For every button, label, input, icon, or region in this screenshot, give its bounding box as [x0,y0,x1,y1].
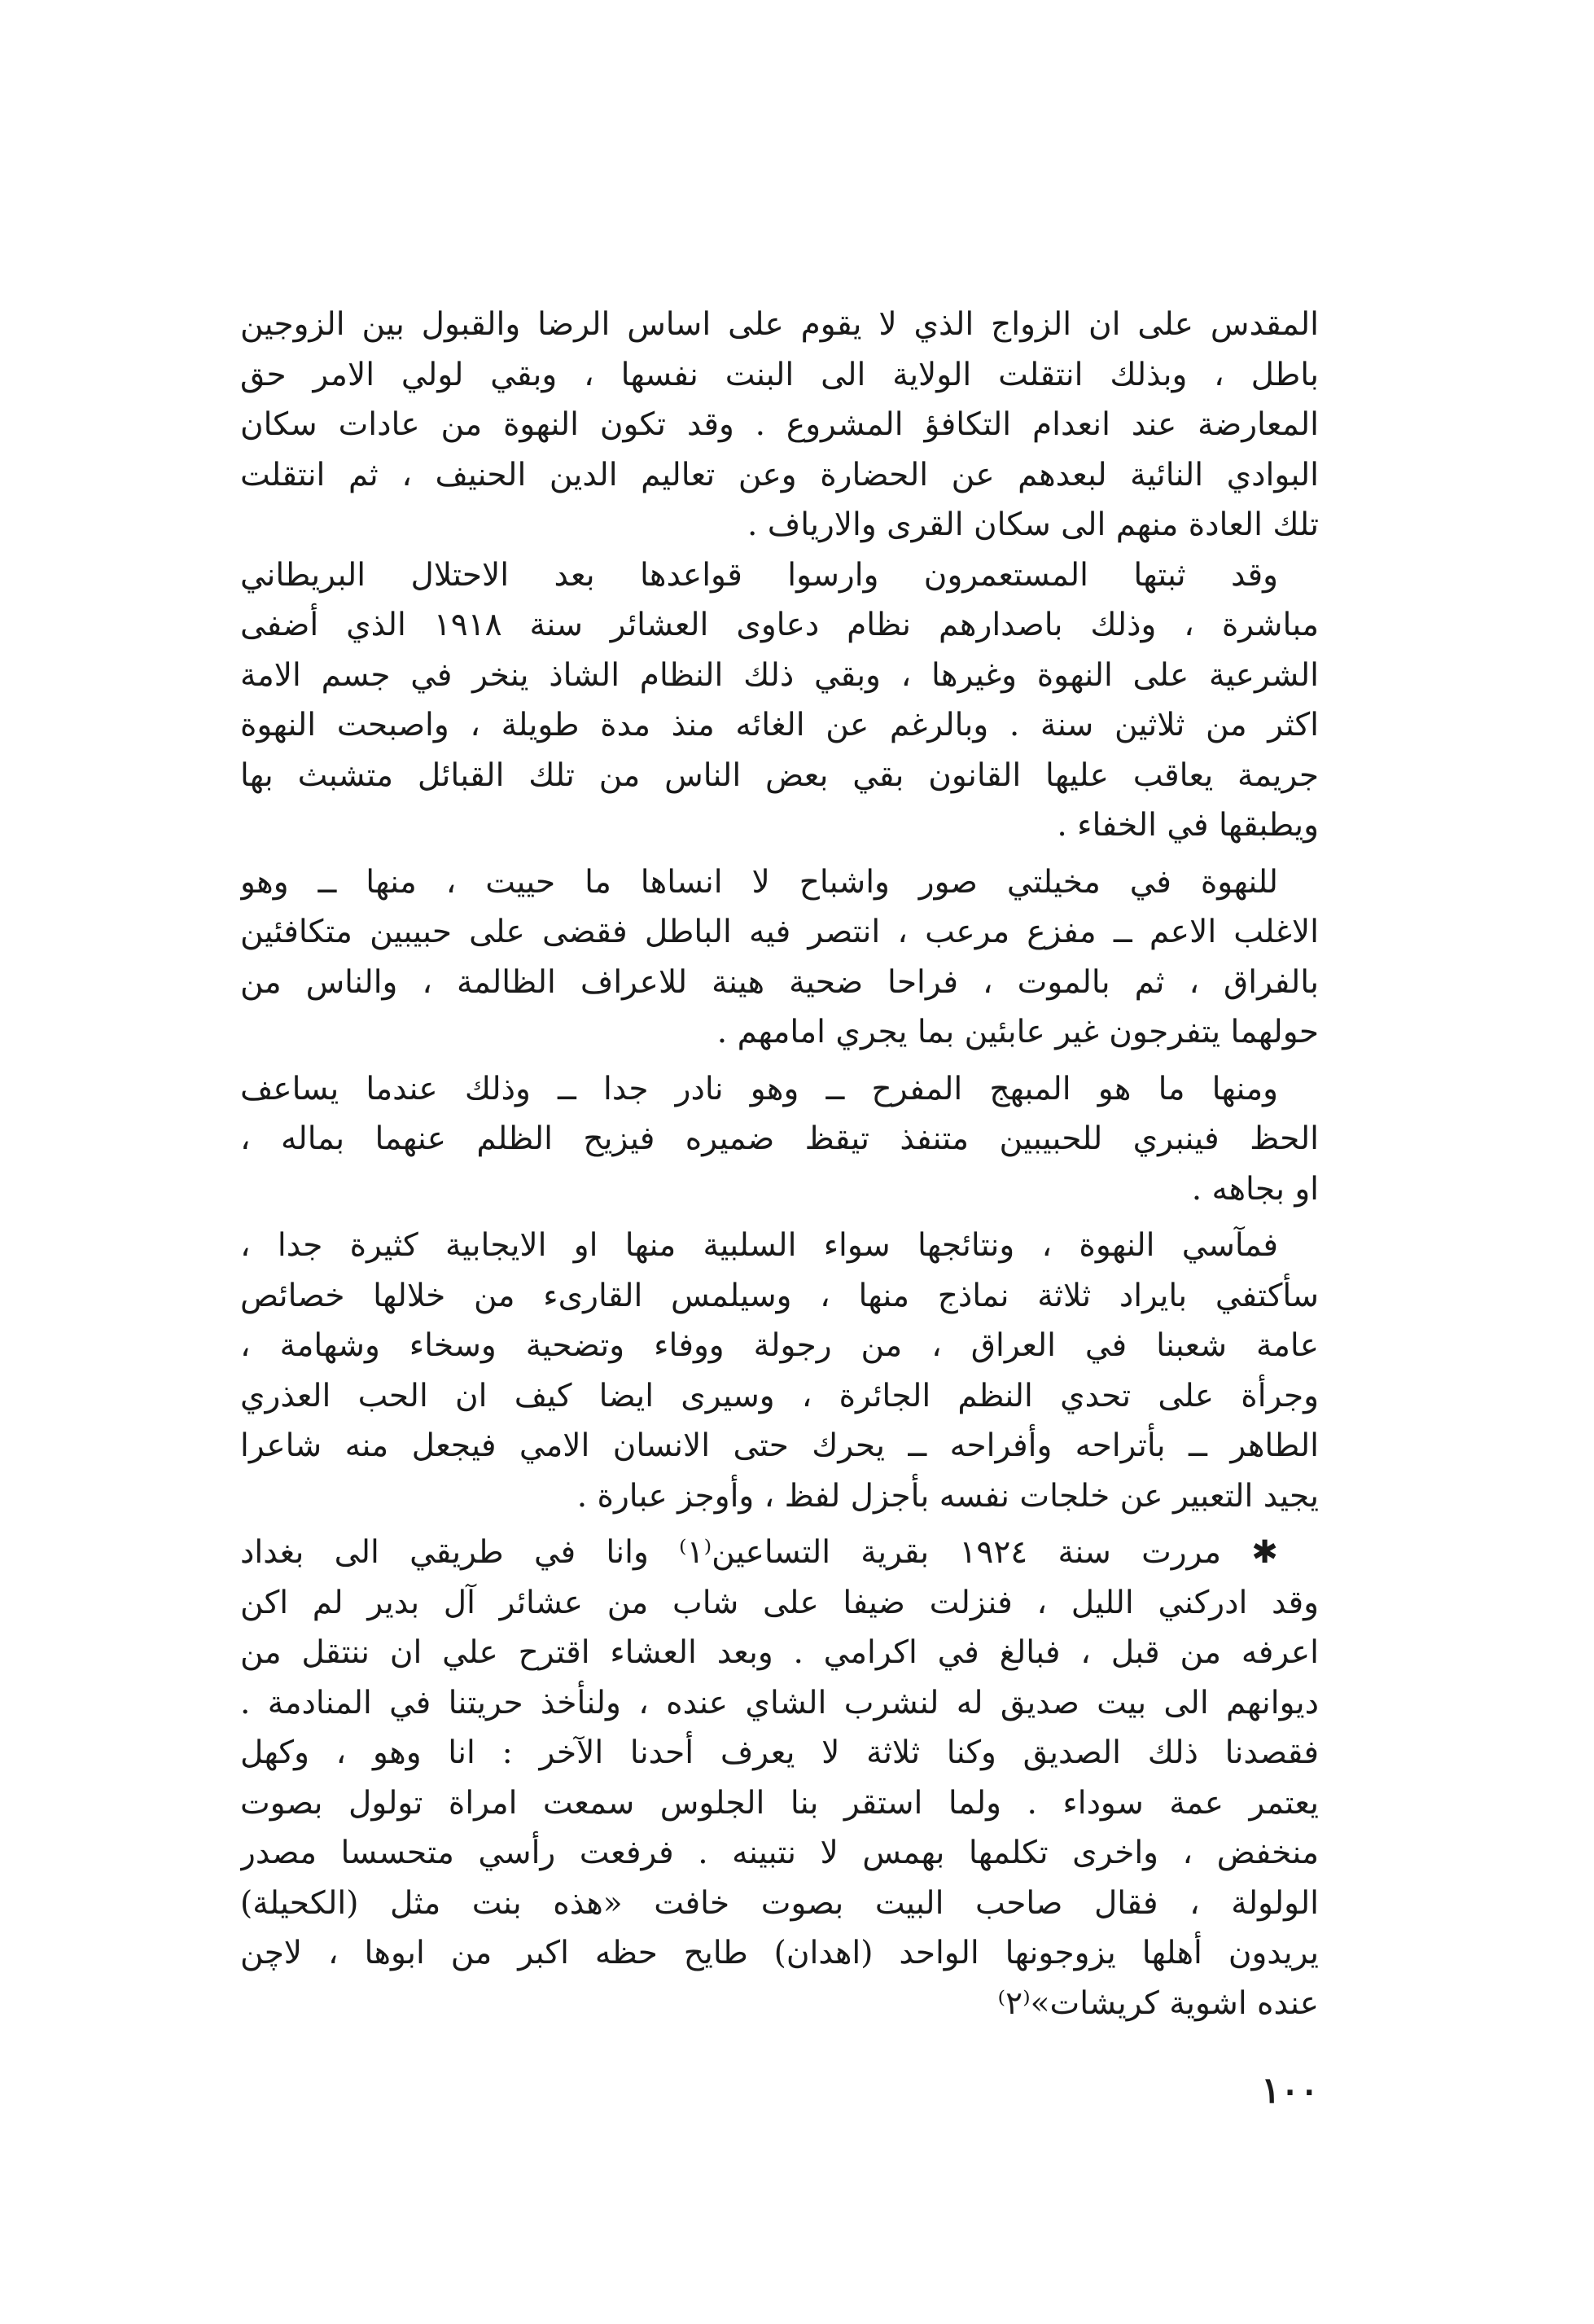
text-line: للنهوة في مخيلتي صور واشباح لا انساها ما حييت ، منها ــ وهو [240,863,1278,901]
text-line: وجرأة على تحدي النظم الجائرة ، وسيرى ايضا كيف ان الحب العذري [240,1377,1319,1414]
text-line: البوادي النائية لبعدهم عن الحضارة وعن تعاليم الدين الحنيف ، ثم انتقلت [240,456,1319,493]
text-line: الحظ فينبري للحبيبين متنفذ تيقظ ضميره فيزيح الظلم عنهما بماله ، [240,1120,1319,1157]
text-line: منخفض ، واخرى تكلمها بهمس لا نتبينه . فرفعت رأسي متحسسا مصدر [240,1835,1319,1871]
text-line: فمآسي النهوة ، ونتائجها سواء السلبية منها او الايجابية كثيرة جدا ، [240,1227,1278,1264]
text-line: او بجاهه . [1191,1170,1319,1208]
body-text [240,300,1319,2028]
text-line: وقد ثبتها المستعمرون وارسوا قواعدها بعد الاحتلال البريطاني [240,556,1278,594]
text-line: الطاهر ــ بأتراحه وأفراحه ــ يحرك حتى الانسان الامي فيجعل منه شاعرا [240,1427,1319,1464]
text-line: باطل ، وبذلك انتقلت الولاية الى البنت نفسها ، وبقي لولي الامر حق [240,356,1319,393]
text-line: المعارضة عند انعدام التكافؤ المشروع . وقد تكون النهوة من عادات سكان [240,406,1319,443]
text-line: مباشرة ، وذلك باصدارهم نظام دعاوى العشائر سنة ١٩١٨ الذي أضفى [240,607,1319,643]
text-line: الولولة ، فقال صاحب البيت بصوت خافت «هذه بنت مثل (الكحيلة) [240,1884,1319,1922]
text-line: اعرفه من قبل ، فبالغ في اكرامي . وبعد العشاء اقترح علي ان ننتقل من [240,1634,1319,1671]
text-line: يريدون أهلها يزوجونها الواحد (اهدان) طايح حظه اكبر من ابوها ، لاچن [240,1935,1319,1971]
text-line: جريمة يعاقب عليها القانون بقي بعض الناس من تلك القبائل متشبث بها [240,756,1319,794]
text-line: يجيد التعبير عن خلجات نفسه بأجزل لفظ ، وأوجز عبارة . [576,1477,1319,1515]
text-line: فقصدنا ذلك الصديق وكنا ثلاثة لا يعرف أحدنا الآخر : انا وهو ، وكهل [240,1734,1319,1771]
text-line: عنده اشوية كريشات»⁽٢⁾ [997,1984,1319,2022]
text-line: الشرعية على النهوة وغيرها ، وبقي ذلك النظام الشاذ ينخر في جسم الامة [240,656,1319,694]
text-line: يعتمر عمة سوداء . ولما استقر بنا الجلوس سمعت امراة تولول بصوت [240,1784,1319,1822]
text-line: تلك العادة منهم الى سكان القرى والارياف . [747,506,1319,543]
text-line: عامة شعبنا في العراق ، من رجولة ووفاء وتضحية وسخاء وشهامة ، [240,1327,1319,1364]
text-line: ديوانهم الى بيت صديق له لنشرب الشاي عنده ، ولنأخذ حريتنا في المنادمة . [240,1684,1319,1721]
text-line: الاغلب الاعم ــ مفزع مرعب ، انتصر فيه الباطل فقضى على حبيبين متكافئين [240,914,1319,950]
text-line: وقد ادركني الليل ، فنزلت ضيفا على شاب من عشائر آل بدير لم اكن [240,1584,1319,1621]
text-line: اكثر من ثلاثين سنة . وبالرغم عن الغائه منذ مدة طويلة ، واصبحت النهوة [240,707,1319,743]
text-line: المقدس على ان الزواج الذي لا يقوم على اساس الرضا والقبول بين الزوجين [240,306,1319,343]
text-line: حولهما يتفرجون غير عابئين بما يجري امامهم . [716,1014,1319,1050]
text-line: ويطبقها في الخفاء . [1057,807,1319,844]
text-line: ✱ مررت سنة ١٩٢٤ بقرية التساعين⁽١⁾ وانا في طريقي الى بغداد [240,1534,1278,1571]
text-line: ومنها ما هو المبهج المفرح ــ وهو نادر جدا ــ وذلك عندما يساعف [240,1070,1278,1107]
text-line: سأكتفي بايراد ثلاثة نماذج منها ، وسيلمس القارىء من خلالها خصائص [240,1277,1319,1314]
page-number: ١٠٠ [1261,2070,1319,2111]
text-line: بالفراق ، ثم بالموت ، فراحا ضحية هينة للاعراف الظالمة ، والناس من [240,963,1319,1001]
